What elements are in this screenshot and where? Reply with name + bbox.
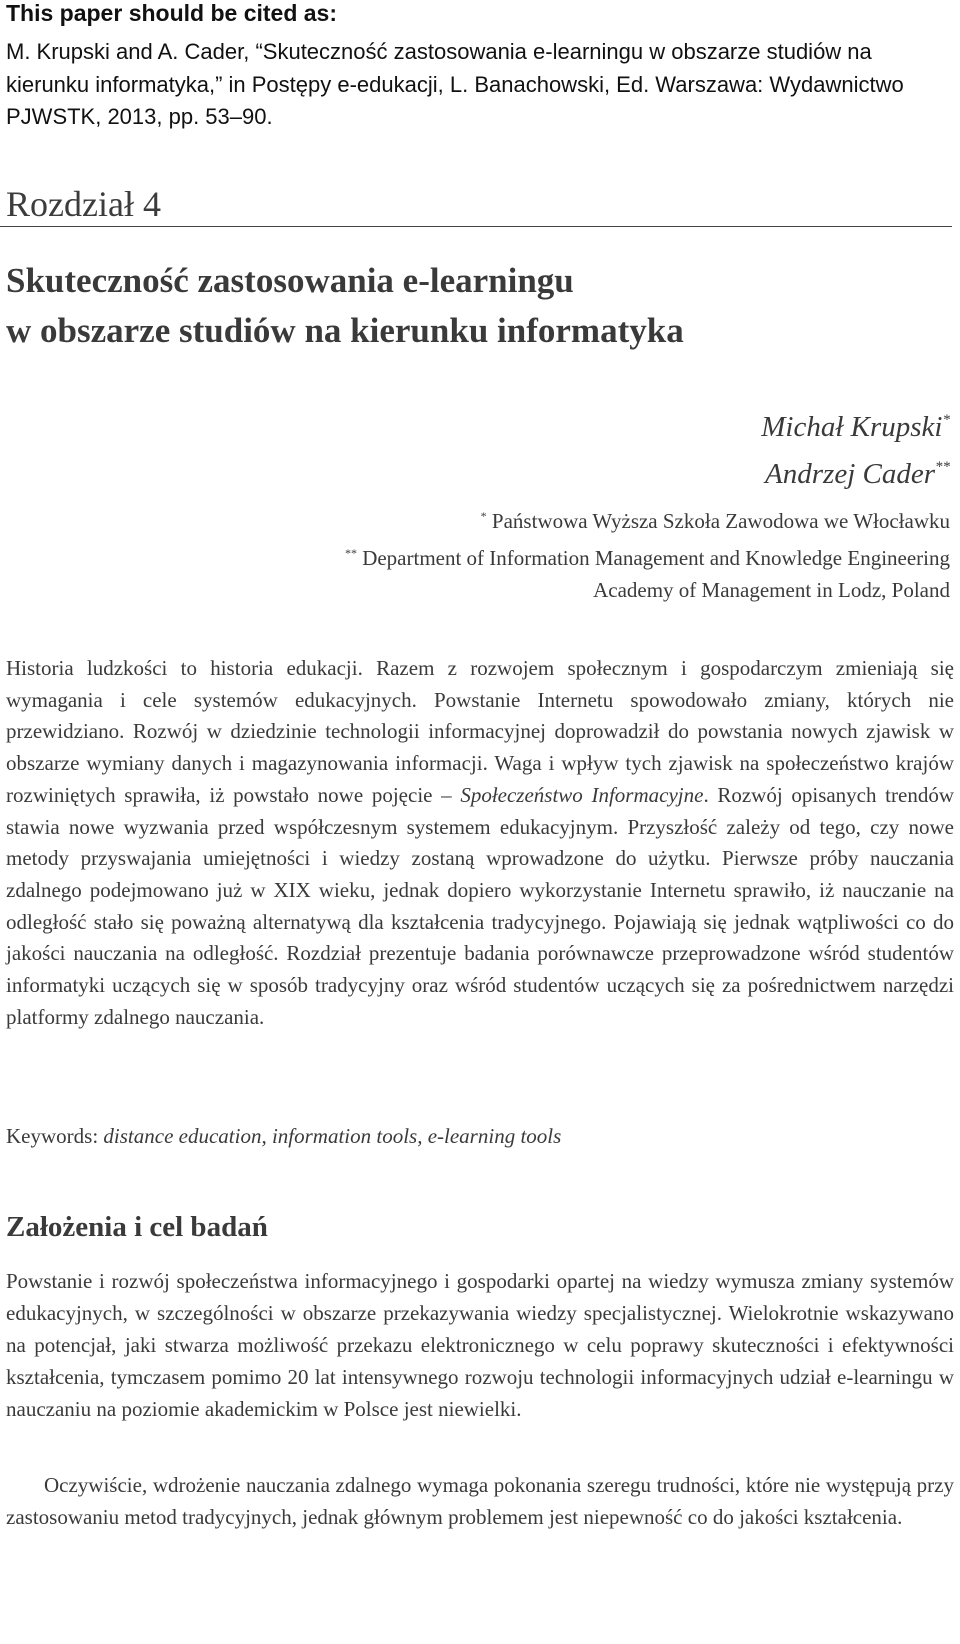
author-name: Andrzej Cader: [765, 458, 935, 490]
abstract-part-2: . Rozwój opisanych trendów stawia nowe wyzwania przed współczesnym systemem edukacyjnym. Przyszłość zależy od tego, czy nowe metody przyswajania umiejętności i wiedzy zostaną wprowadzone do użytku. Pierwsze próby nauczania zdalnego podejmowano już w XIX wieku, jednak dopiero wykorzystanie Internetu sprawiło, iż nauczanie na odległość stało się poważną alternatywą dla kształcenia tradycyjnego. Pojawiają się jednak wątpliwości co do jakości nauczania na odległość. Rozdział prezentuje badania porównawcze przeprowadzone wśród studentów informatyki uczących się w sposób tradycyjny oraz wśród studentów uczących się za pośrednictwem narzędzi platformy zdalnego nauczania.: [6, 782, 954, 1029]
author-mark: *: [942, 412, 950, 428]
affiliation-1: [345, 500, 950, 537]
citation-block: [6, 0, 946, 134]
affiliation-mark: *: [480, 509, 487, 523]
body-paragraph-1: Powstanie i rozwój społeczeństwa informacyjnego i gospodarki opartej na wiedzy wymusza zmiany systemów edukacyjnych, w szczególności w obszarze przekazywania wiedzy specjalistycznej. Wielokrotnie wskazywano na potencjał, jaki stwarza możliwość przekazu elektronicznego w celu poprawy skuteczności i efektywności kształcenia, tymczasem pomimo 20 lat intensywnego rozwoju technologii informacyjnych udział e-learningu w nauczaniu na poziomie akademickim w Polsce jest niewielki.: [6, 1269, 954, 1421]
citation-label: This paper should be cited as:: [6, 0, 338, 26]
body-paragraph-2: Oczywiście, wdrożenie nauczania zdalnego wymaga pokonania szeregu trudności, które nie występują przy zastosowaniu metod tradycyjnych, jednak głównym problemem jest niepewność co do jakości kształcenia.: [6, 1473, 954, 1529]
keywords-label: Keywords:: [6, 1124, 104, 1148]
title-line-1: Skuteczność zastosowania e-learningu: [6, 261, 574, 300]
paper-title: [6, 256, 926, 356]
author-mark: **: [935, 459, 950, 475]
affiliation-text: Academy of Management in Lodz, Poland: [593, 578, 950, 602]
affiliation-2: [345, 537, 950, 574]
title-line-2: w obszarze studiów na kierunku informatyka: [6, 311, 684, 350]
abstract: [6, 653, 954, 1033]
section-heading: Założenia i cel badań: [6, 1211, 268, 1243]
chapter-divider: [0, 226, 952, 227]
chapter-label: Rozdział 4: [6, 184, 161, 224]
abstract-part-1: Historia ludzkości to historia edukacji. Razem z rozwojem społecznym i gospodarczym zmieniają się wymagania i cele systemów edukacyjnych. Powstanie Internetu spowodowało zmiany, których nie przewidziano. Rozwój w dziedzinie technologii informacyjnej doprowadził do powstania nowych zjawisk w obszarze wymiany danych i magazynowania informacji. Waga i wpływ tych zjawisk na społeczeństwo krajów rozwiniętych sprawiła, iż powstało nowe pojęcie –: [6, 656, 954, 807]
citation-text: M. Krupski and A. Cader, “Skuteczność zastosowania e-learningu w obszarze studiów na kierunku informatyka,” in Postępy e-edukacji, L. Banachowski, Ed. Warszawa: Wydawnictwo PJWSTK, 2013, pp. 53–90.: [6, 39, 904, 129]
author-name: Michał Krupski: [761, 411, 943, 443]
author-list: [761, 400, 950, 494]
keywords: [6, 1120, 954, 1152]
affiliation-list: [345, 500, 950, 606]
affiliation-text: Department of Information Management and Knowledge Engineering: [362, 546, 950, 570]
affiliation-3: [345, 574, 950, 606]
author-2: [761, 447, 950, 494]
author-1: [761, 400, 950, 447]
affiliation-mark: **: [344, 546, 357, 560]
abstract-emphasis: Społeczeństwo Informacyjne: [460, 782, 704, 807]
affiliation-text: Państwowa Wyższa Szkoła Zawodowa we Włocławku: [491, 509, 950, 533]
keywords-value: distance education, information tools, e-learning tools: [103, 1124, 562, 1148]
